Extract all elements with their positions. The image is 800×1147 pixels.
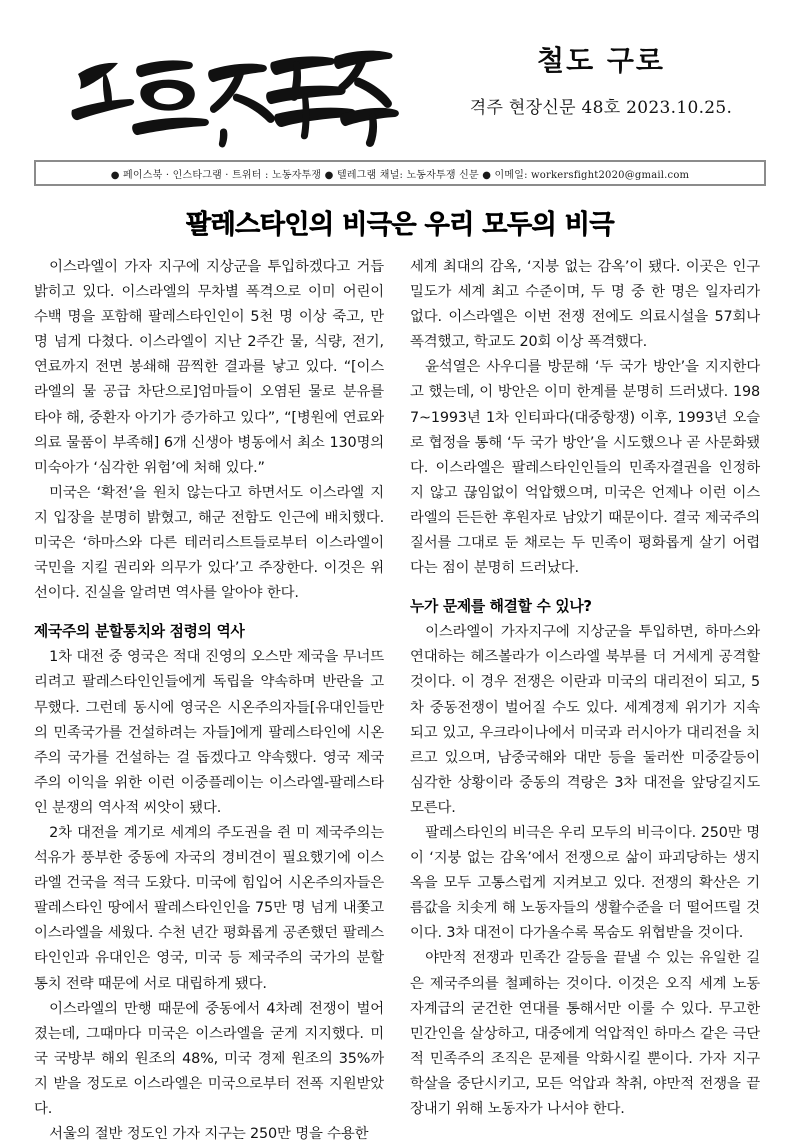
paragraph: 팔레스타인의 비극은 우리 모두의 비극이다. 250만 명이 ‘지붕 없는 감옥’에서 전쟁으로 삶이 파괴당하는 생지옥을 모두 고통스럽게 지켜보고 있다. 전쟁의 확산은 기름값을 치솟게 해 노동자들의 생활수준을 더 떨어뜨릴 것이다. 3차 대전이 다가올수록 목숨도 위협받을 것이다.	[410, 824, 760, 942]
paragraph: 윤석열은 사우디를 방문해 ‘두 국가 방안’을 지지한다고 했는데, 이 방안은 이미 한계를 분명히 드러냈다. 1987~1993년 1차 인티파다(대중항쟁) 이후, 1993년 오슬로 협정을 통해 ‘두 국가 방안’을 시도했으나 곧 사문화됐다. 이스라엘은 팔레스타인인들의 민족자결권을 인정하지 않고 끊임없이 억압했으며, 미국은 언제나 이런 이스라엘의 든든한 후원자로 남았기 때문이다. 결국 제국주의 질서를 그대로 둔 채로는 두 민족이 평화롭게 살기 어렵다는 점이 분명히 드러났다.	[410, 359, 760, 577]
paragraph: 세계 최대의 감옥, ‘지붕 없는 감옥’이 됐다. 이곳은 인구밀도가 세계 최고 수준이며, 두 명 중 한 명은 일자리가 없다. 이스라엘은 이번 전쟁 전에도 의료시설을 57회나 폭격했고, 학교도 20회 이상 폭격했다.	[410, 259, 760, 351]
paragraph: 서울의 절반 정도인 가자 지구는 250만 명을 수용한	[49, 1126, 369, 1143]
masthead-edition-block	[436, 36, 766, 118]
masthead-logo	[34, 36, 424, 148]
paragraph: 야만적 전쟁과 민족간 갈등을 끝낼 수 있는 유일한 길은 제국주의를 철폐하는 것이다. 이것은 오직 세계 노동자계급의 굳건한 연대를 통해서만 이룰 수 있다. 무고한 민간인을 살상하고, 대중에게 억압적인 하마스 같은 극단적 민족주의 조직은 문제를 악화시킬 뿐이다. 가자 지구 학살을 중단시키고, 모든 억압과 착취, 야만적 전쟁을 끝장내기 위해 노동자가 나서야 한다.	[410, 950, 760, 1117]
article-columns	[34, 255, 766, 1147]
paragraph: 미국은 ‘확전’을 원치 않는다고 하면서도 이스라엘 지지 입장을 분명히 밝혔고, 해군 전함도 인근에 배치했다. 미국은 ‘하마스와 다른 테러리스트들로부터 이스라엘이 국민을 지킬 권리와 의무가 있다’고 주장한다. 이것은 위선이다. 진실을 알려면 역사를 알아야 한다.	[34, 484, 384, 602]
paragraph: 이스라엘이 가자 지구에 지상군을 투입하겠다고 거듭 밝히고 있다. 이스라엘의 무차별 폭격으로 이미 어린이 수백 명을 포함해 팔레스타인인이 5천 명 이상 죽고, 만 명 넘게 다쳤다. 이스라엘이 지난 2주간 물, 식량, 전기, 연료까지 전면 봉쇄해 끔찍한 결과를 낳고 있다. “[이스라엘의 물 공급 차단으로]엄마들이 오염된 물로 분유를 타야 해, 중환자 아기가 증가하고 있다”, “[병원에 연료와 의료 물품이 부족해] 6개 신생아 병동에서 최소 130명의 미숙아가 ‘심각한 위험’에 처해 있다.”	[34, 259, 384, 476]
paragraph: 이스라엘이 가자지구에 지상군을 투입하면, 하마스와 연대하는 헤즈볼라가 이스라엘 북부를 더 거세게 공격할 것이다. 이 경우 전쟁은 이란과 미국의 대리전이 되고, 5차 중동전쟁이 벌어질 수도 있다. 세계경제 위기가 지속되고 있고, 우크라이나에서 미국과 러시아가 대리전을 치르고 있으며, 남중국해와 대만 등을 둘러싼 미중갈등이 심각한 상황이라 중동의 격랑은 3차 대전을 앞당길지도 모른다.	[410, 624, 760, 816]
section-subheading: 제국주의 분할통치와 점령의 역사	[34, 623, 245, 641]
edition-meta: 격주 현장신문 48호 2023.10.25.	[469, 97, 733, 118]
right-column	[410, 255, 760, 1122]
edition-area: 철도 구로	[537, 44, 665, 77]
article-headline: 팔레스타인의 비극은 우리 모두의 비극	[185, 210, 615, 240]
paragraph: 1차 대전 중 영국은 적대 진영의 오스만 제국을 무너뜨리려고 팔레스타인인들에게 독립을 약속하며 반란을 고무했다. 그런데 동시에 영국은 시온주의자들[유대인들만의 민족국가를 건설하려는 자들]에게 팔레스타인에 시온주의 국가를 건설하는 걸 돕겠다고 약속했다. 영국 제국주의 이익을 위한 이런 이중플레이는 이스라엘-팔레스타인 분쟁의 역사적 씨앗이 됐다.	[34, 649, 384, 816]
contact-bar-text: ● 페이스북 · 인스타그램 · 트위터 : 노동자투쟁 ● 텔레그램 채널: 노동자투쟁 신문 ● 이메일: workersfight2020@gmail.com	[110, 169, 690, 181]
masthead	[34, 36, 766, 154]
contact-bar	[34, 160, 766, 186]
paragraph: 이스라엘의 만행 때문에 중동에서 4차례 전쟁이 벌어졌는데, 그때마다 미국은 이스라엘을 굳게 지지했다. 미국 국방부 해외 원조의 48%, 미국 경제 원조의 35%까지 받을 정도로 이스라엘은 미국으로부터 전폭 지원받았다.	[34, 1000, 384, 1117]
newspaper-logo-calligraphy-icon	[60, 36, 400, 148]
section-subheading: 누가 문제를 해결할 수 있나?	[410, 598, 592, 616]
paragraph: 2차 대전을 계기로 세계의 주도권을 쥔 미 제국주의는 석유가 풍부한 중동에 자국의 경비견이 필요했기에 이스라엘 건국을 적극 도왔다. 미국에 힘입어 시온주의자들은 팔레스타인 땅에서 팔레스타인인을 75만 명 넘게 내쫓고 이스라엘을 세웠다. 수천 년간 평화롭게 공존했던 팔레스타인인과 유대인은 영국, 미국 등 제국주의 국가의 분할통치 전략 때문에 서로 대립하게 됐다.	[34, 824, 384, 992]
left-column	[34, 255, 384, 1147]
